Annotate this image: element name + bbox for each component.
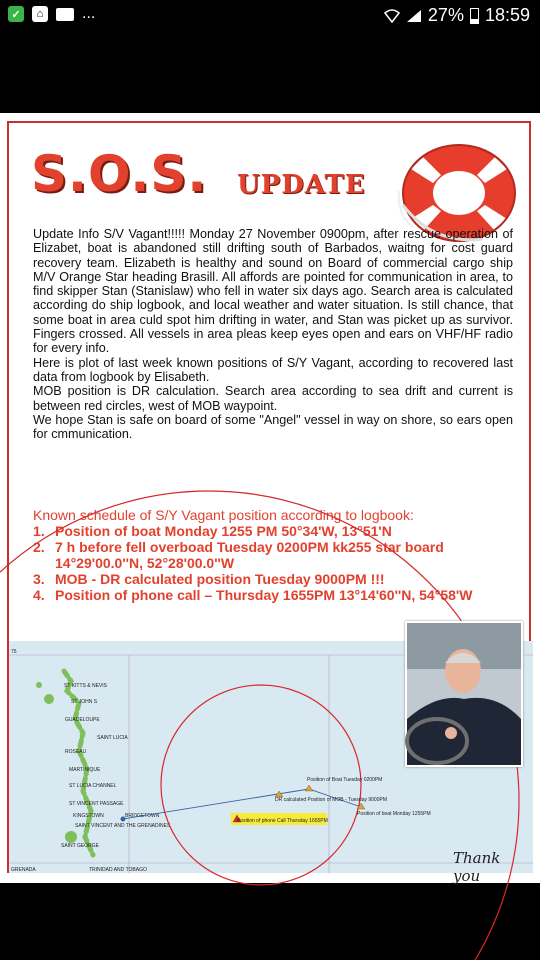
signal-icon [406,9,422,23]
poster-frame [7,121,531,885]
update-paragraph: MOB position is DR calculation. Search area according to sea drift and current is between red circles, west of MOB waypoint. [33,384,513,413]
island-label: ST LUCIA CHANNEL [69,783,117,789]
wifi-icon [384,9,400,23]
map-grid-label: 75 [11,649,17,655]
island-label: ST KITTS & NEVIS [64,683,107,689]
island-label: GUADELOUPE [65,717,100,723]
poster-title: S.O.S. [31,145,208,203]
update-body-text [33,227,513,441]
island-label: SAINT GEORGE [61,843,99,849]
skipper-photo [405,621,523,767]
island-label: ST JOHN S [71,699,98,705]
island-label: KINGSTOWN [73,813,104,819]
waypoint-label-mob: DR calculated Position of MOB - Tuesday 9000PM [275,797,387,803]
update-paragraph: Update Info S/V Vagant!!!!! Monday 27 November 0900pm, after rescue operation of Elizabet, boat is abandoned still drifting south of Barbados, waitng for cost guard recovery team. Elizabeth is healthy and sound on Board of commercial cargo ship M/V Orange Star heading Brasill. All affords are pointed for communication in area, to find skipper Stan (Stanislaw) who fell in water six days ago. Search area is calculated according do ship logbook, and local weather and water situation. Is still chance, that some boat in area culd spot him drifting in water, and Stan was picket up as survivor. Fingers crossed. All vessels in area pleas keep eyes open and ears on VHF/HF radio for every info. [33,227,513,356]
schedule-item: 2. 7 h before fell overboad Tuesday 0200PM kk255 star board 14°29'00.0''N, 52°28'00.0''W [33,539,444,571]
more-notifications-icon: ... [82,5,96,22]
schedule-item: 3. MOB - DR calculated position Tuesday 9000PM !!! [33,571,385,587]
waypoint-label-overboard: Position of Boat Tuesday 0200PM [307,777,383,783]
status-bar [0,0,540,34]
sos-poster-image [0,113,540,883]
island-label: GRENADA [11,867,36,873]
schedule-item: 4. Position of phone call – Thursday 1655PM 13°14'60''N, 54°58'W [33,587,473,603]
clock: 18:59 [484,5,530,25]
island-label: SAINT VINCENT AND THE GRENADINES [75,823,171,829]
thank-you-signature: Thank you [453,849,501,885]
schedule-item: 1. Position of boat Monday 1255 PM 50°34'W, 13°51'N [33,523,392,539]
update-paragraph: Here is plot of last week known positions of S/Y Vagant, according to recovered last data from logbook by Elisabeth. [33,355,513,384]
island-label: ST VINCENT PASSAGE [69,801,124,807]
position-schedule-list [33,523,503,603]
waypoint-label-phone: Position of phone Call Thursday 1655PM [237,818,328,824]
folder-icon [56,8,74,21]
island-label: SAINT LUCIA [97,735,128,741]
island-label: MARTINIQUE [69,767,101,773]
battery-icon [470,8,479,24]
island-label: BRIDGETOWN [125,813,160,819]
shield-app-icon: ✓ [8,6,24,22]
schedule-heading: Known schedule of S/Y Vagant position according to logbook: [33,507,414,523]
poster-subtitle: UPDATE [237,170,366,200]
update-paragraph: We hope Stan is safe on board of some "Angel" vessel in way on shore, so ears open for cmmunication. [33,412,513,442]
notification-icons [8,6,95,22]
messenger-app-icon: ⌂ [32,6,48,22]
waypoint-label-monday: Position of boat Monday 1255PM [357,811,431,817]
island-label: TRINIDAD AND TOBAGO [89,867,147,873]
system-status [384,5,530,26]
island-label: ROSEAU [65,749,87,755]
battery-percent: 27% [427,5,464,25]
